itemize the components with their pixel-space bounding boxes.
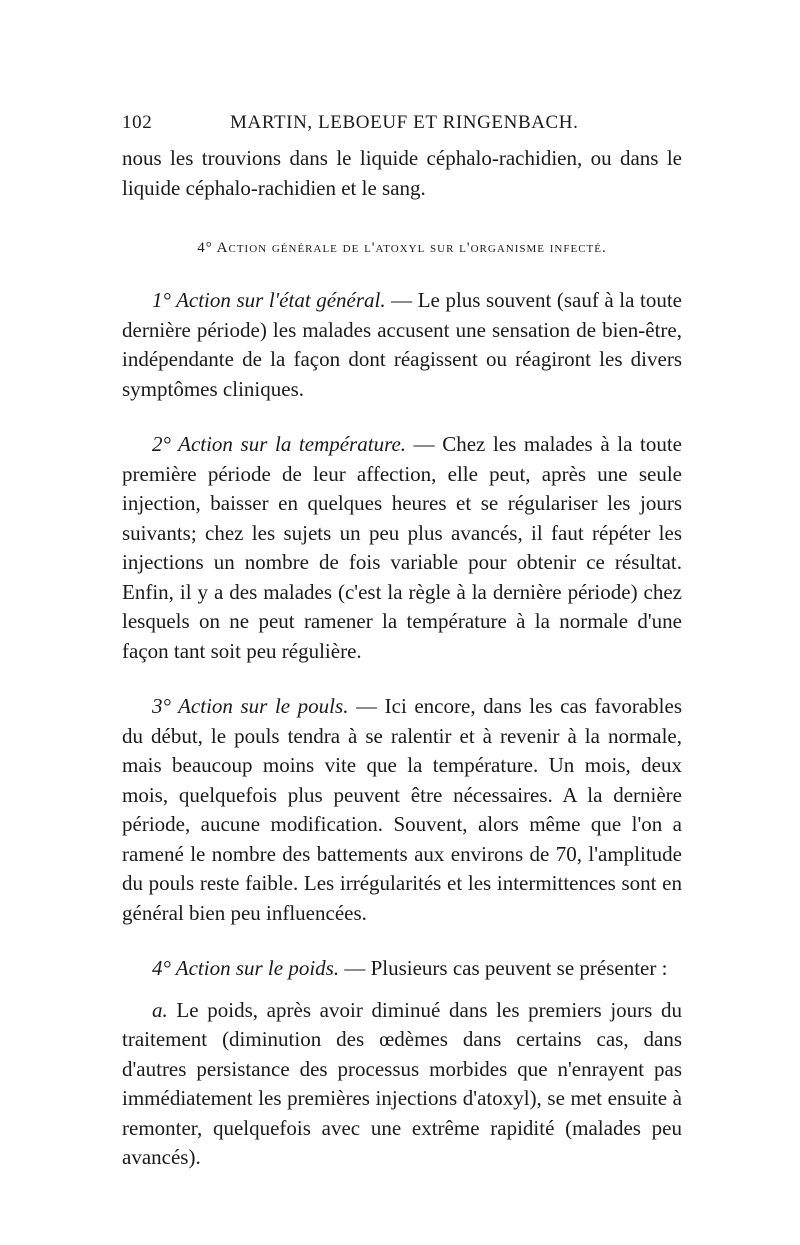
page-number: 102 <box>122 112 153 133</box>
section-heading: 4° Action générale de l'atoxyl sur l'organisme infecté. <box>197 240 607 256</box>
paragraph-text: Le poids, après avoir diminué dans les premiers jours du traitement (diminution des œdèmes dans certains cas, dans d'autres persistance des processus morbides que n'enrayent pas immédiatement les premières injections d'atoxyl), se met ensuite à remonter, quelquefois avec une extrême rapidité (malades peu avancés). <box>122 997 682 1169</box>
spacer <box>122 404 682 430</box>
paragraph-text: — Ici encore, dans les cas favorables du début, le pouls tendra à se ralentir et à revenir à la normale, mais beaucoup moins vite que la température. Un mois, deux mois, quelquefois plus peuvent être nécessaires. A la dernière période, aucune modification. Souvent, alors même que l'on a ramené le nombre des battements aux environs de 70, l'amplitude du pouls reste faible. Les irrégularités et les intermittences sont en général bien peu influencées. <box>122 694 683 925</box>
spacer <box>122 260 682 286</box>
paragraph-pouls <box>122 692 682 928</box>
paragraph-case-a <box>122 996 682 1173</box>
running-header <box>122 112 682 138</box>
running-title: MARTIN, LEBOEUF ET RINGENBACH. <box>230 112 579 133</box>
paragraph-text: — Chez les malades à la toute première période de leur affection, elle peut, après une seule injection, baisser en quelques heures et se régulariser les jours suivants; chez les sujets un peu plus avancés, il faut répéter les injections un nombre de fois variable pour obtenir ce résultat. Enfin, il y a des malades (c'est la règle à la dernière période) chez lesquels on ne peut ramener la température à la normale d'une façon tant soit peu régulière. <box>122 432 682 663</box>
paragraph-lead: 2° Action sur la température. <box>152 432 407 456</box>
spacer <box>122 928 682 954</box>
text-body <box>122 144 682 1173</box>
paragraph-etat-general <box>122 286 682 404</box>
paragraph-poids <box>122 954 682 984</box>
paragraph-lead: 1° Action sur l'état général. <box>152 288 386 312</box>
paragraph-lead: 3° Action sur le pouls. <box>152 694 349 718</box>
paragraph-text: — Le plus souvent (sauf à la toute dernière période) les malades accusent une sensation de bien-être, indépendante de la façon dont réagissent ou réagiront les divers symptômes cliniques. <box>122 288 682 401</box>
spacer <box>122 203 682 236</box>
paragraph-lead: a. <box>152 997 168 1022</box>
paragraph-lead: 4° Action sur le poids. <box>152 956 340 980</box>
paragraph-temperature <box>122 430 682 666</box>
spacer <box>122 984 682 996</box>
spacer <box>122 666 682 692</box>
paragraph-text: — Plusieurs cas peuvent se présenter : <box>339 956 668 980</box>
paragraph-continuation: nous les trouvions dans le liquide céphalo-rachidien, ou dans le liquide céphalo-rachidien et le sang. <box>122 146 682 200</box>
